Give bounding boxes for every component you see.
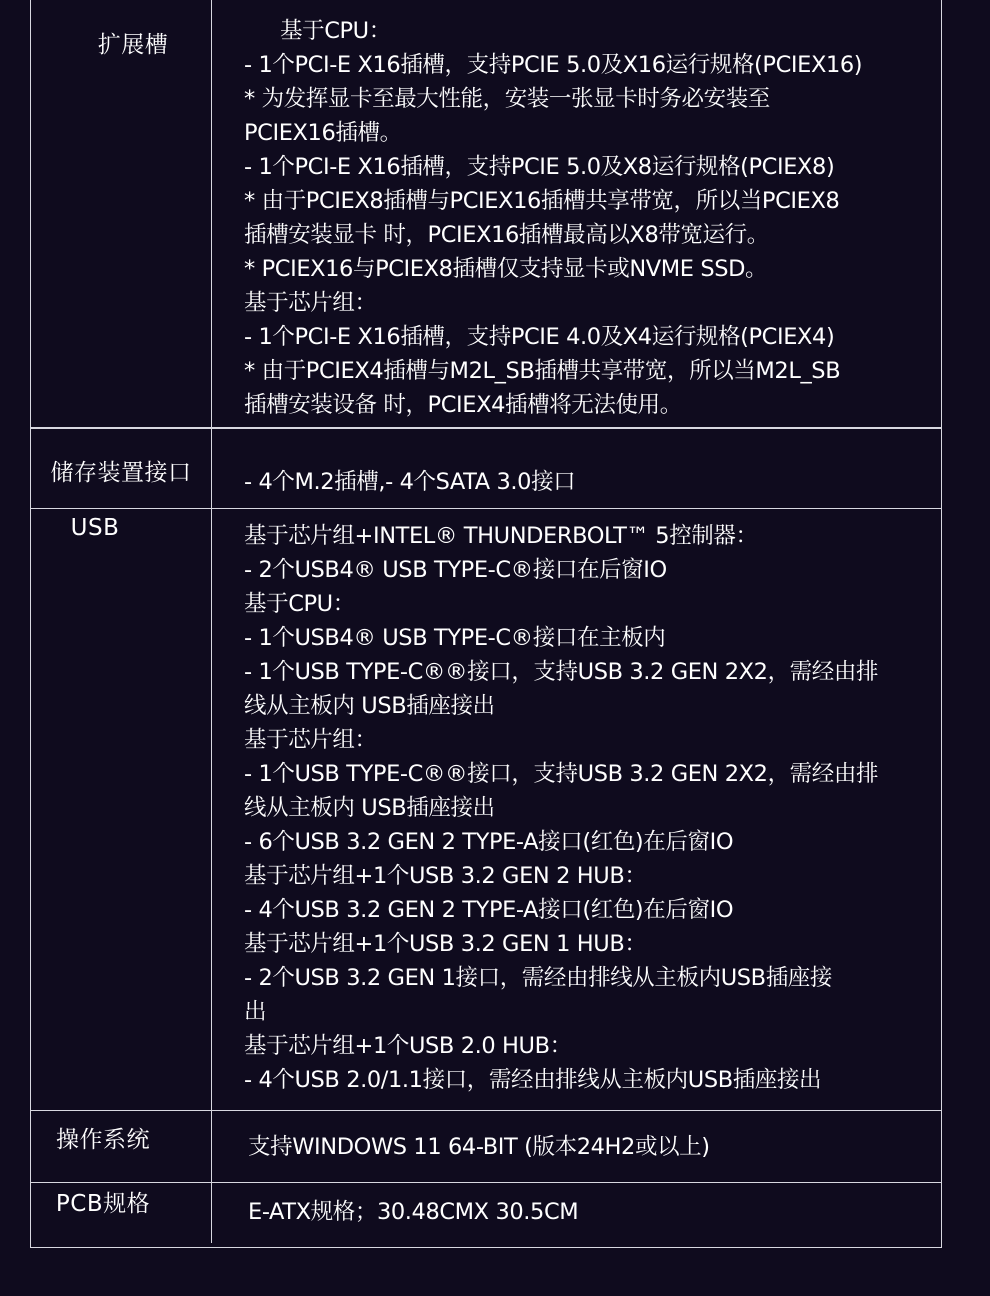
spec-line: 基于芯片组+1个USB 3.2 GEN 1 HUB：: [244, 931, 647, 957]
spec-label-storage: 储存装置接口: [50, 460, 192, 486]
spec-row-expansion-slots: [30, 0, 942, 428]
spec-label-expansion-slots: 扩展槽: [97, 32, 169, 58]
spec-label-os: 操作系统: [56, 1127, 150, 1153]
spec-value-pcb: E-ATX规格；30.48CMX 30.5CM: [248, 1199, 579, 1225]
spec-line: 基于芯片组+1个USB 2.0 HUB：: [244, 1033, 572, 1059]
spec-line: - 6个USB 3.2 GEN 2 TYPE-A接口(红色)在后窗IO: [244, 829, 734, 855]
spec-line: - 1个USB4® USB TYPE-C®接口在主板内: [244, 625, 666, 651]
spec-line: 线从主板内 USB插座接出: [244, 693, 495, 719]
column-divider: [211, 509, 212, 1110]
spec-line: 基于芯片组：: [244, 727, 377, 753]
column-divider: [211, 1111, 212, 1182]
spec-line: 基于CPU：: [244, 591, 355, 617]
spec-line: 线从主板内 USB插座接出: [244, 795, 495, 821]
spec-line: * 由于PCIEX4插槽与M2L_SB插槽共享带宽，所以当M2L_SB: [244, 358, 841, 384]
spec-line: - 1个USB TYPE-C®®接口，支持USB 3.2 GEN 2X2，需经由排: [244, 761, 879, 787]
spec-line: 基于CPU：: [280, 18, 391, 44]
spec-value-os: 支持WINDOWS 11 64-BIT (版本24H2或以上): [248, 1134, 710, 1160]
spec-label-usb: USB: [70, 515, 120, 541]
spec-line: 基于芯片组：: [244, 290, 377, 316]
spec-line: - 2个USB 3.2 GEN 1接口，需经由排线从主板内USB插座接: [244, 965, 832, 991]
spec-line: 基于芯片组+INTEL® THUNDERBOLT™ 5控制器：: [244, 523, 758, 549]
spec-line: - 4个USB 2.0/1.1接口，需经由排线从主板内USB插座接出: [244, 1067, 822, 1093]
column-divider: [211, 0, 212, 427]
spec-line: * 由于PCIEX8插槽与PCIEX16插槽共享带宽，所以当PCIEX8: [244, 188, 840, 214]
spec-line: - 1个USB TYPE-C®®接口，支持USB 3.2 GEN 2X2，需经由排: [244, 659, 879, 685]
spec-line: - 1个PCI-E X16插槽，支持PCIE 4.0及X4运行规格(PCIEX4): [244, 324, 835, 350]
spec-line: * PCIEX16与PCIEX8插槽仅支持显卡或NVME SSD。: [244, 256, 768, 282]
spec-row-usb: [30, 509, 942, 1111]
spec-line: - 2个USB4® USB TYPE-C®接口在后窗IO: [244, 557, 667, 583]
spec-row-os: [30, 1111, 942, 1183]
spec-line: - 1个PCI-E X16插槽，支持PCIE 5.0及X8运行规格(PCIEX8): [244, 154, 835, 180]
spec-value-usb: [244, 519, 878, 1097]
column-divider: [211, 429, 212, 508]
spec-line: - 1个PCI-E X16插槽，支持PCIE 5.0及X16运行规格(PCIEX16): [244, 52, 863, 78]
spec-row-pcb: [30, 1183, 942, 1248]
spec-line: PCIEX16插槽。: [244, 120, 402, 146]
spec-line: * 为发挥显卡至最大性能，安装一张显卡时务必安装至: [244, 86, 770, 112]
spec-value-storage: - 4个M.2插槽,- 4个SATA 3.0接口: [244, 469, 576, 495]
spec-label-pcb: PCB规格: [55, 1191, 151, 1217]
spec-line: 出: [244, 999, 267, 1025]
spec-line: - 4个USB 3.2 GEN 2 TYPE-A接口(红色)在后窗IO: [244, 897, 734, 923]
spec-line: 基于芯片组+1个USB 3.2 GEN 2 HUB：: [244, 863, 647, 889]
spec-line: 插槽安装设备 时，PCIEX4插槽将无法使用。: [244, 392, 682, 418]
spec-line: 插槽安装显卡 时，PCIEX16插槽最高以X8带宽运行。: [244, 222, 769, 248]
column-divider: [211, 1183, 212, 1243]
spec-value-expansion-slots: [244, 14, 862, 422]
spec-row-storage: [30, 428, 942, 509]
